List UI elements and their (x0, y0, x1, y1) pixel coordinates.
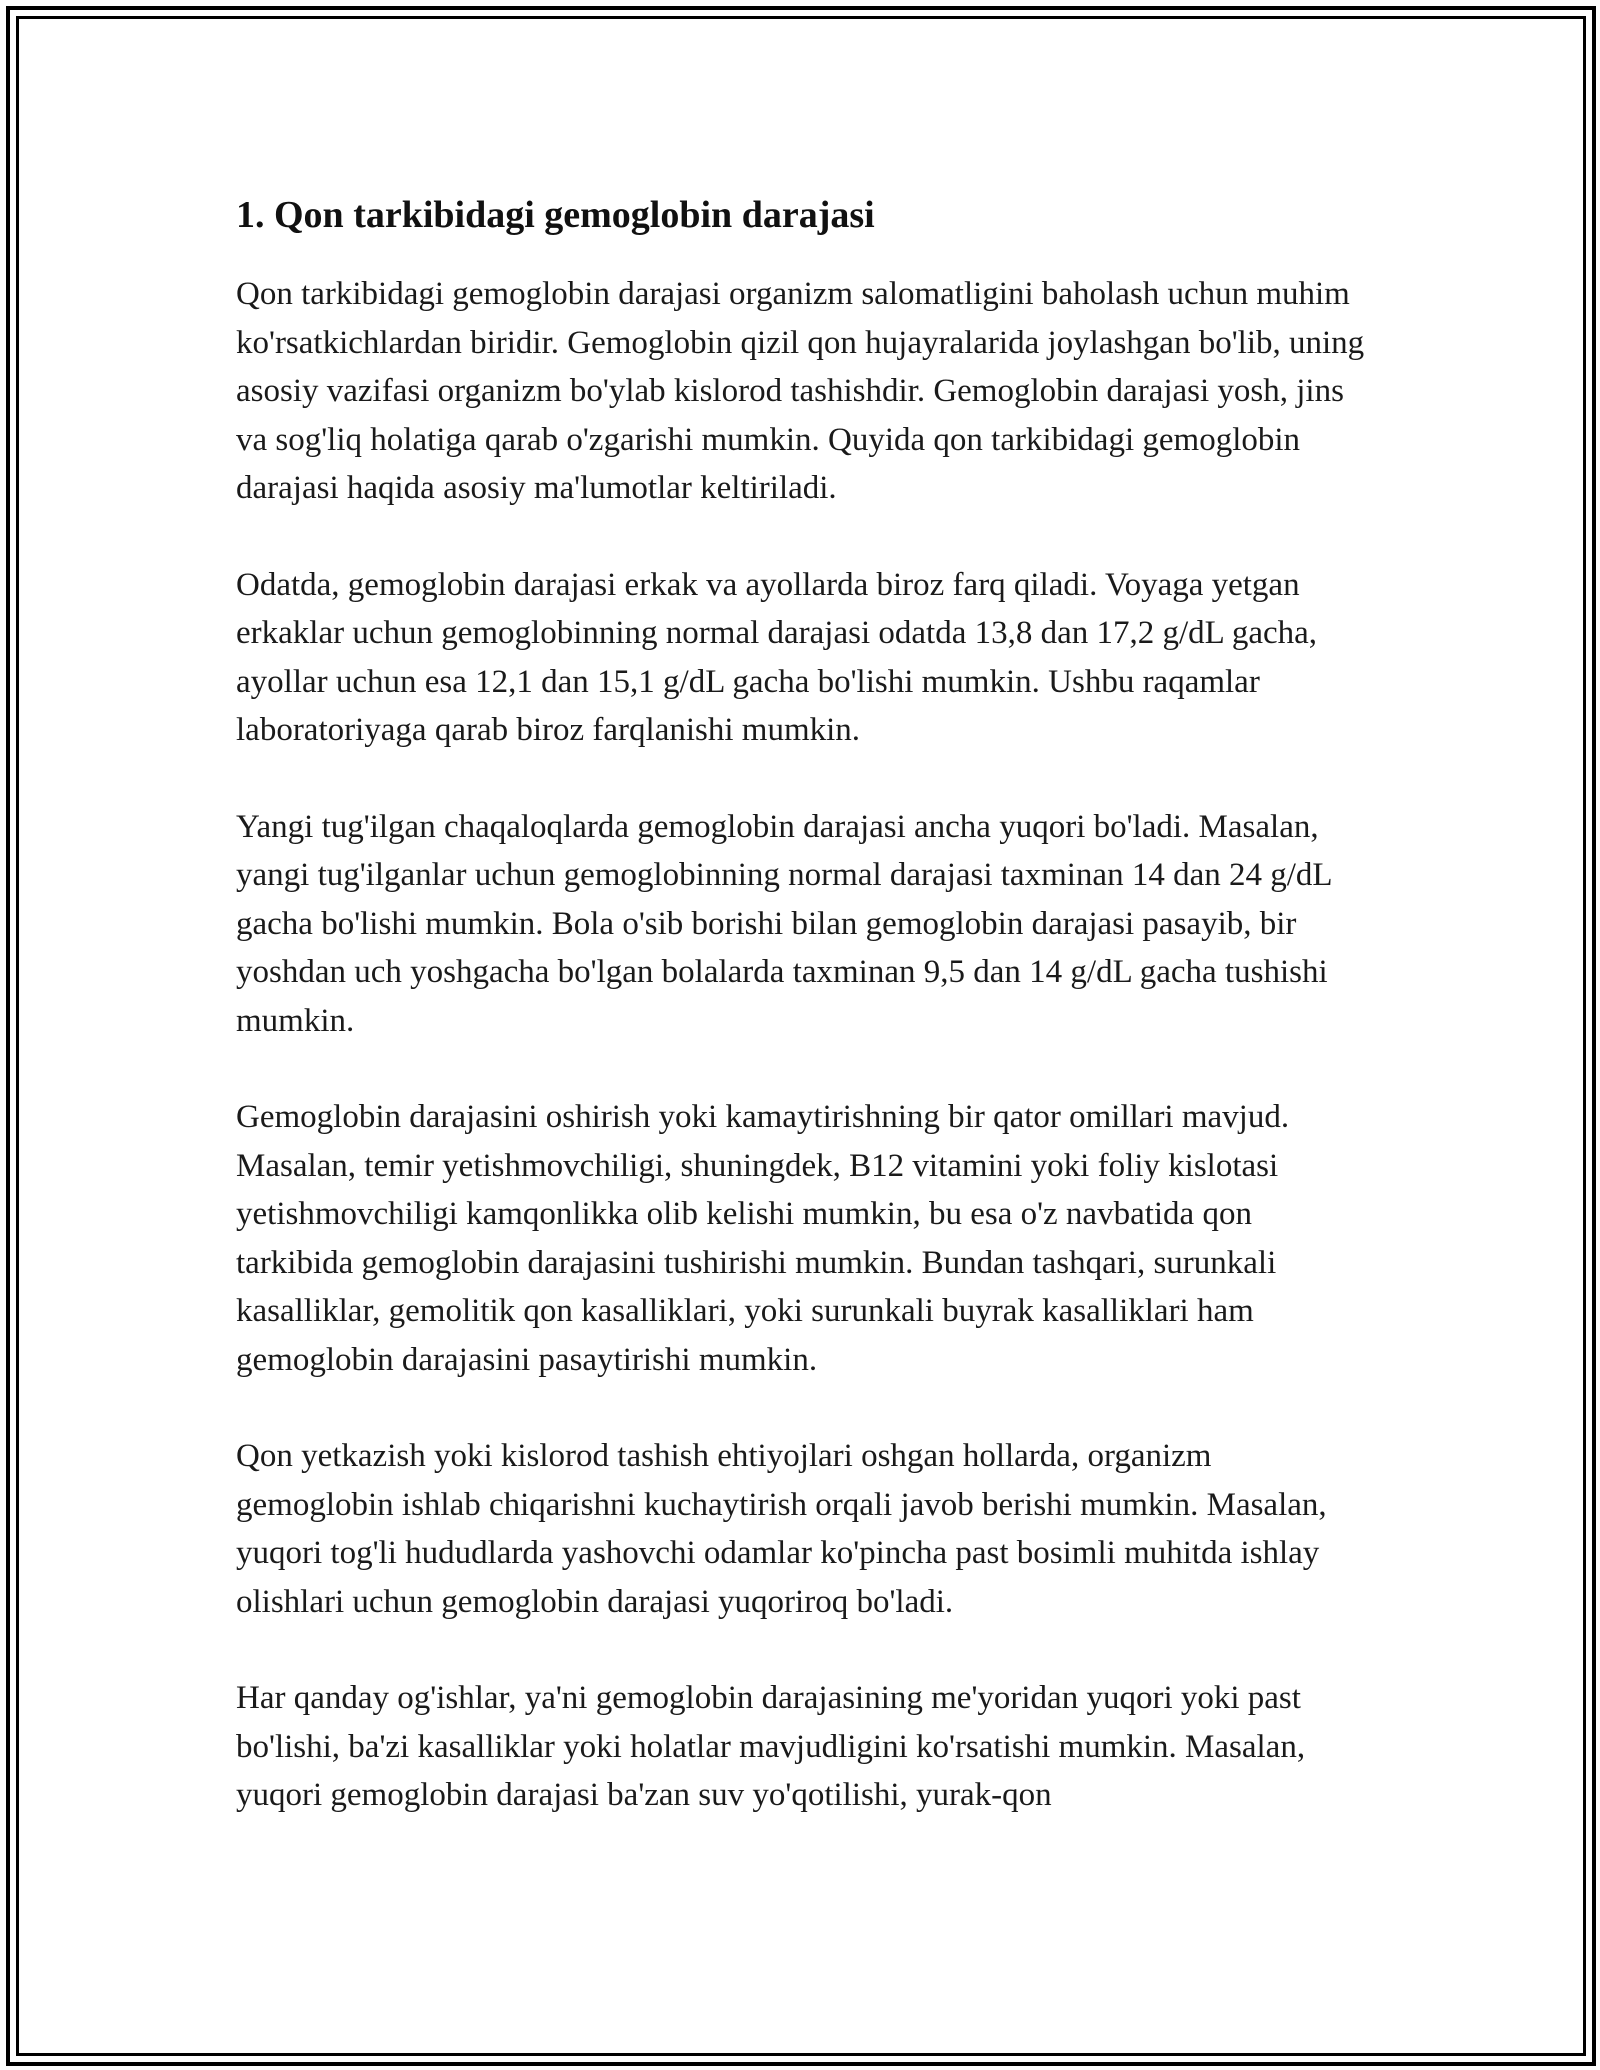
document-body (236, 190, 1366, 1868)
paragraph-factors: Gemoglobin darajasini oshirish yoki kamaytirishning bir qator omillari mavjud. Masalan, temir yetishmovchiligi, shuningdek, B12 vitamini yoki foliy kislotasi yetishmovchiligi kamqonlikka olib kelishi mumkin, bu esa o'z navbatida qon tarkibida gemoglobin darajasini tushirishi mumkin. Bundan tashqari, surunkali kasalliklar, gemolitik qon kasalliklari, yoki surunkali buyrak kasalliklari ham gemoglobin darajasini pasaytirishi mumkin. (236, 1099, 1290, 1378)
paragraph-intro: Qon tarkibidagi gemoglobin darajasi organizm salomatligini baholash uchun muhim ko'rsatkichlardan biridir. Gemoglobin qizil qon hujayralarida joylashgan bo'lib, uning asosiy vazifasi organizm bo'ylab kislorod tashishdir. Gemoglobin darajasi yosh, jins va sog'liq holatiga qarab o'zgarishi mumkin. Quyida qon tarkibidagi gemoglobin darajasi haqida asosiy ma'lumotlar keltiriladi. (236, 276, 1365, 506)
paragraph-adult-levels: Odatda, gemoglobin darajasi erkak va ayollarda biroz farq qiladi. Voyaga yetgan erkaklar uchun gemoglobinning normal darajasi odatda 13,8 dan 17,2 g/dL gacha, ayollar uchun esa 12,1 dan 15,1 g/dL gacha bo'lishi mumkin. Ushbu raqamlar laboratoriyaga qarab biroz farqlanishi mumkin. (236, 566, 1318, 748)
paragraph-deviations: Har qanday og'ishlar, ya'ni gemoglobin darajasining me'yoridan yuqori yoki past bo'lishi, ba'zi kasalliklar yoki holatlar mavjudligini ko'rsatishi mumkin. Masalan, yuqori gemoglobin darajasi ba'zan suv yo'qotilishi, yurak-qon (236, 1680, 1306, 1813)
paragraph-oxygen-demand: Qon yetkazish yoki kislorod tashish ehtiyojlari oshgan hollarda, organizm gemoglobin ishlab chiqarishni kuchaytirish orqali javob berishi mumkin. Masalan, yuqori tog'li hududlarda yashovchi odamlar ko'pincha past bosimli muhitda ishlay olishlari uchun gemoglobin darajasi yuqoriroq bo'ladi. (236, 1438, 1327, 1620)
section-heading: 1. Qon tarkibidagi gemoglobin darajasi (236, 194, 875, 236)
paragraph-newborn-levels: Yangi tug'ilgan chaqaloqlarda gemoglobin darajasi ancha yuqori bo'ladi. Masalan, yangi tug'ilganlar uchun gemoglobinning normal darajasi taxminan 14 dan 24 g/dL gacha bo'lishi mumkin. Bola o'sib borishi bilan gemoglobin darajasi pasayib, bir yoshdan uch yoshgacha bo'lgan bolalarda taxminan 9,5 dan 14 g/dL gacha tushishi mumkin. (236, 808, 1332, 1039)
